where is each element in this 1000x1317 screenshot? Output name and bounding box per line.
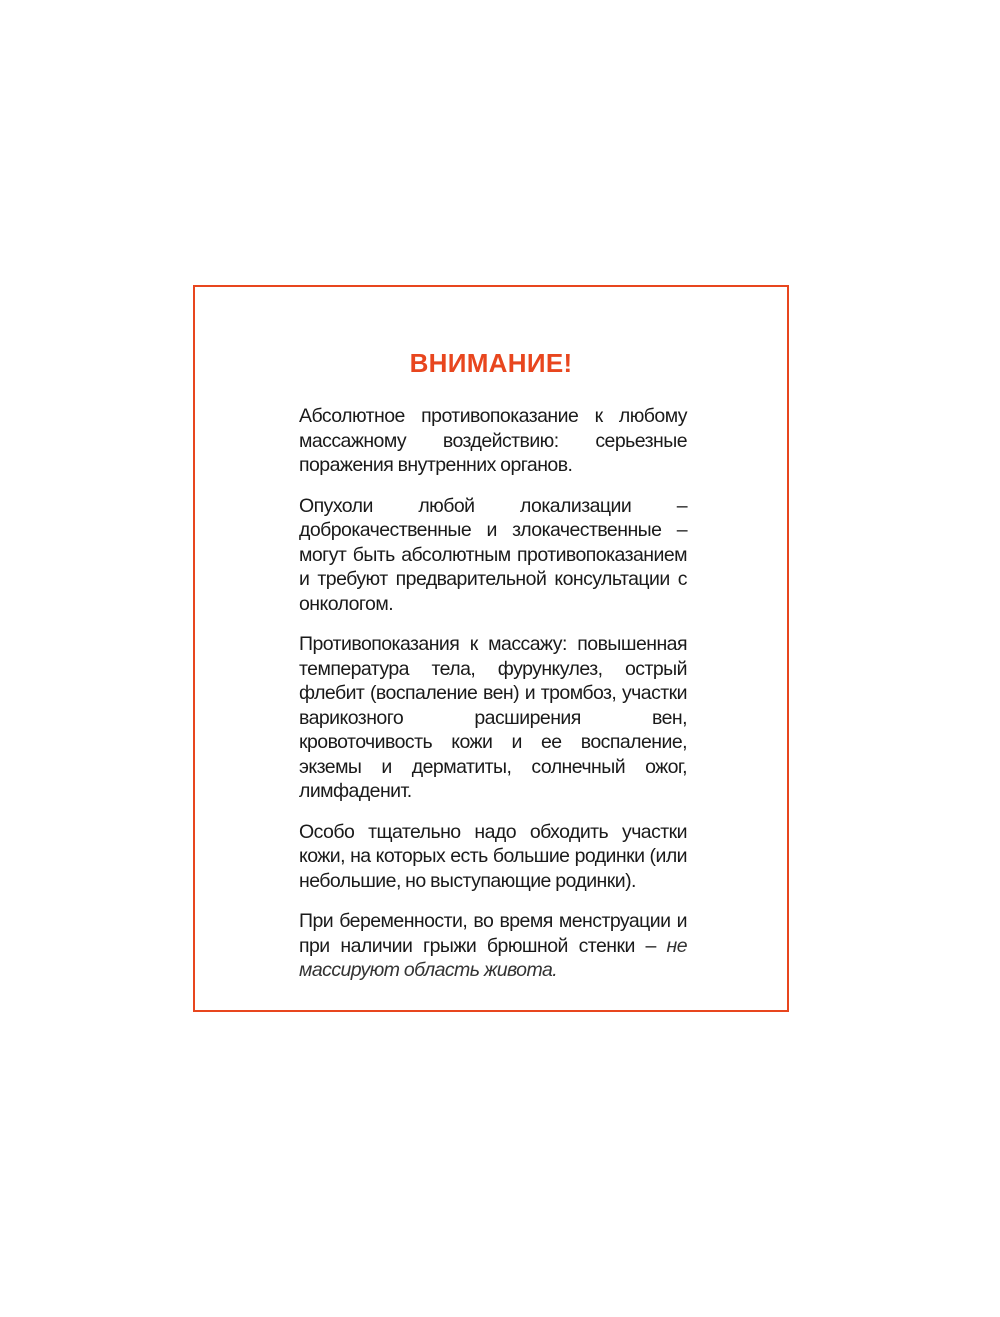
- warning-notice-box: [193, 285, 789, 1012]
- notice-paragraph-contraindications: Противопоказания к массажу: повышенная температура тела, фурункулез, острый флебит (воспаление вен) и тромбоз, участки варикозного расширения вен, кровоточивость кожи и ее воспаление, экземы и дерматиты, солнечный ожог, лимфаденит.: [299, 633, 687, 802]
- notice-body: [299, 404, 687, 999]
- notice-paragraph-pregnancy: [299, 909, 687, 983]
- notice-paragraph-tumors: Опухоли любой локализации – доброкачественные и злокачественные – могут быть абсолютным противопоказанием и требуют предварительной консультации с онкологом.: [299, 494, 687, 615]
- notice-paragraph-absolute-contraindication: Абсолютное противопоказание к любому массажному воздействию: серьезные поражения внутренних органов.: [299, 405, 687, 476]
- pregnancy-emphasis: не массируют область живота.: [299, 934, 687, 981]
- pregnancy-text: При беременности, во время менструации и при наличии грыжи брюшной стенки –: [299, 910, 687, 957]
- notice-paragraph-moles: Особо тщательно надо обходить участки кожи, на которых есть большие родинки (или небольшие, но выступающие родинки).: [299, 820, 687, 892]
- notice-title: ВНИМАНИЕ!: [409, 348, 573, 378]
